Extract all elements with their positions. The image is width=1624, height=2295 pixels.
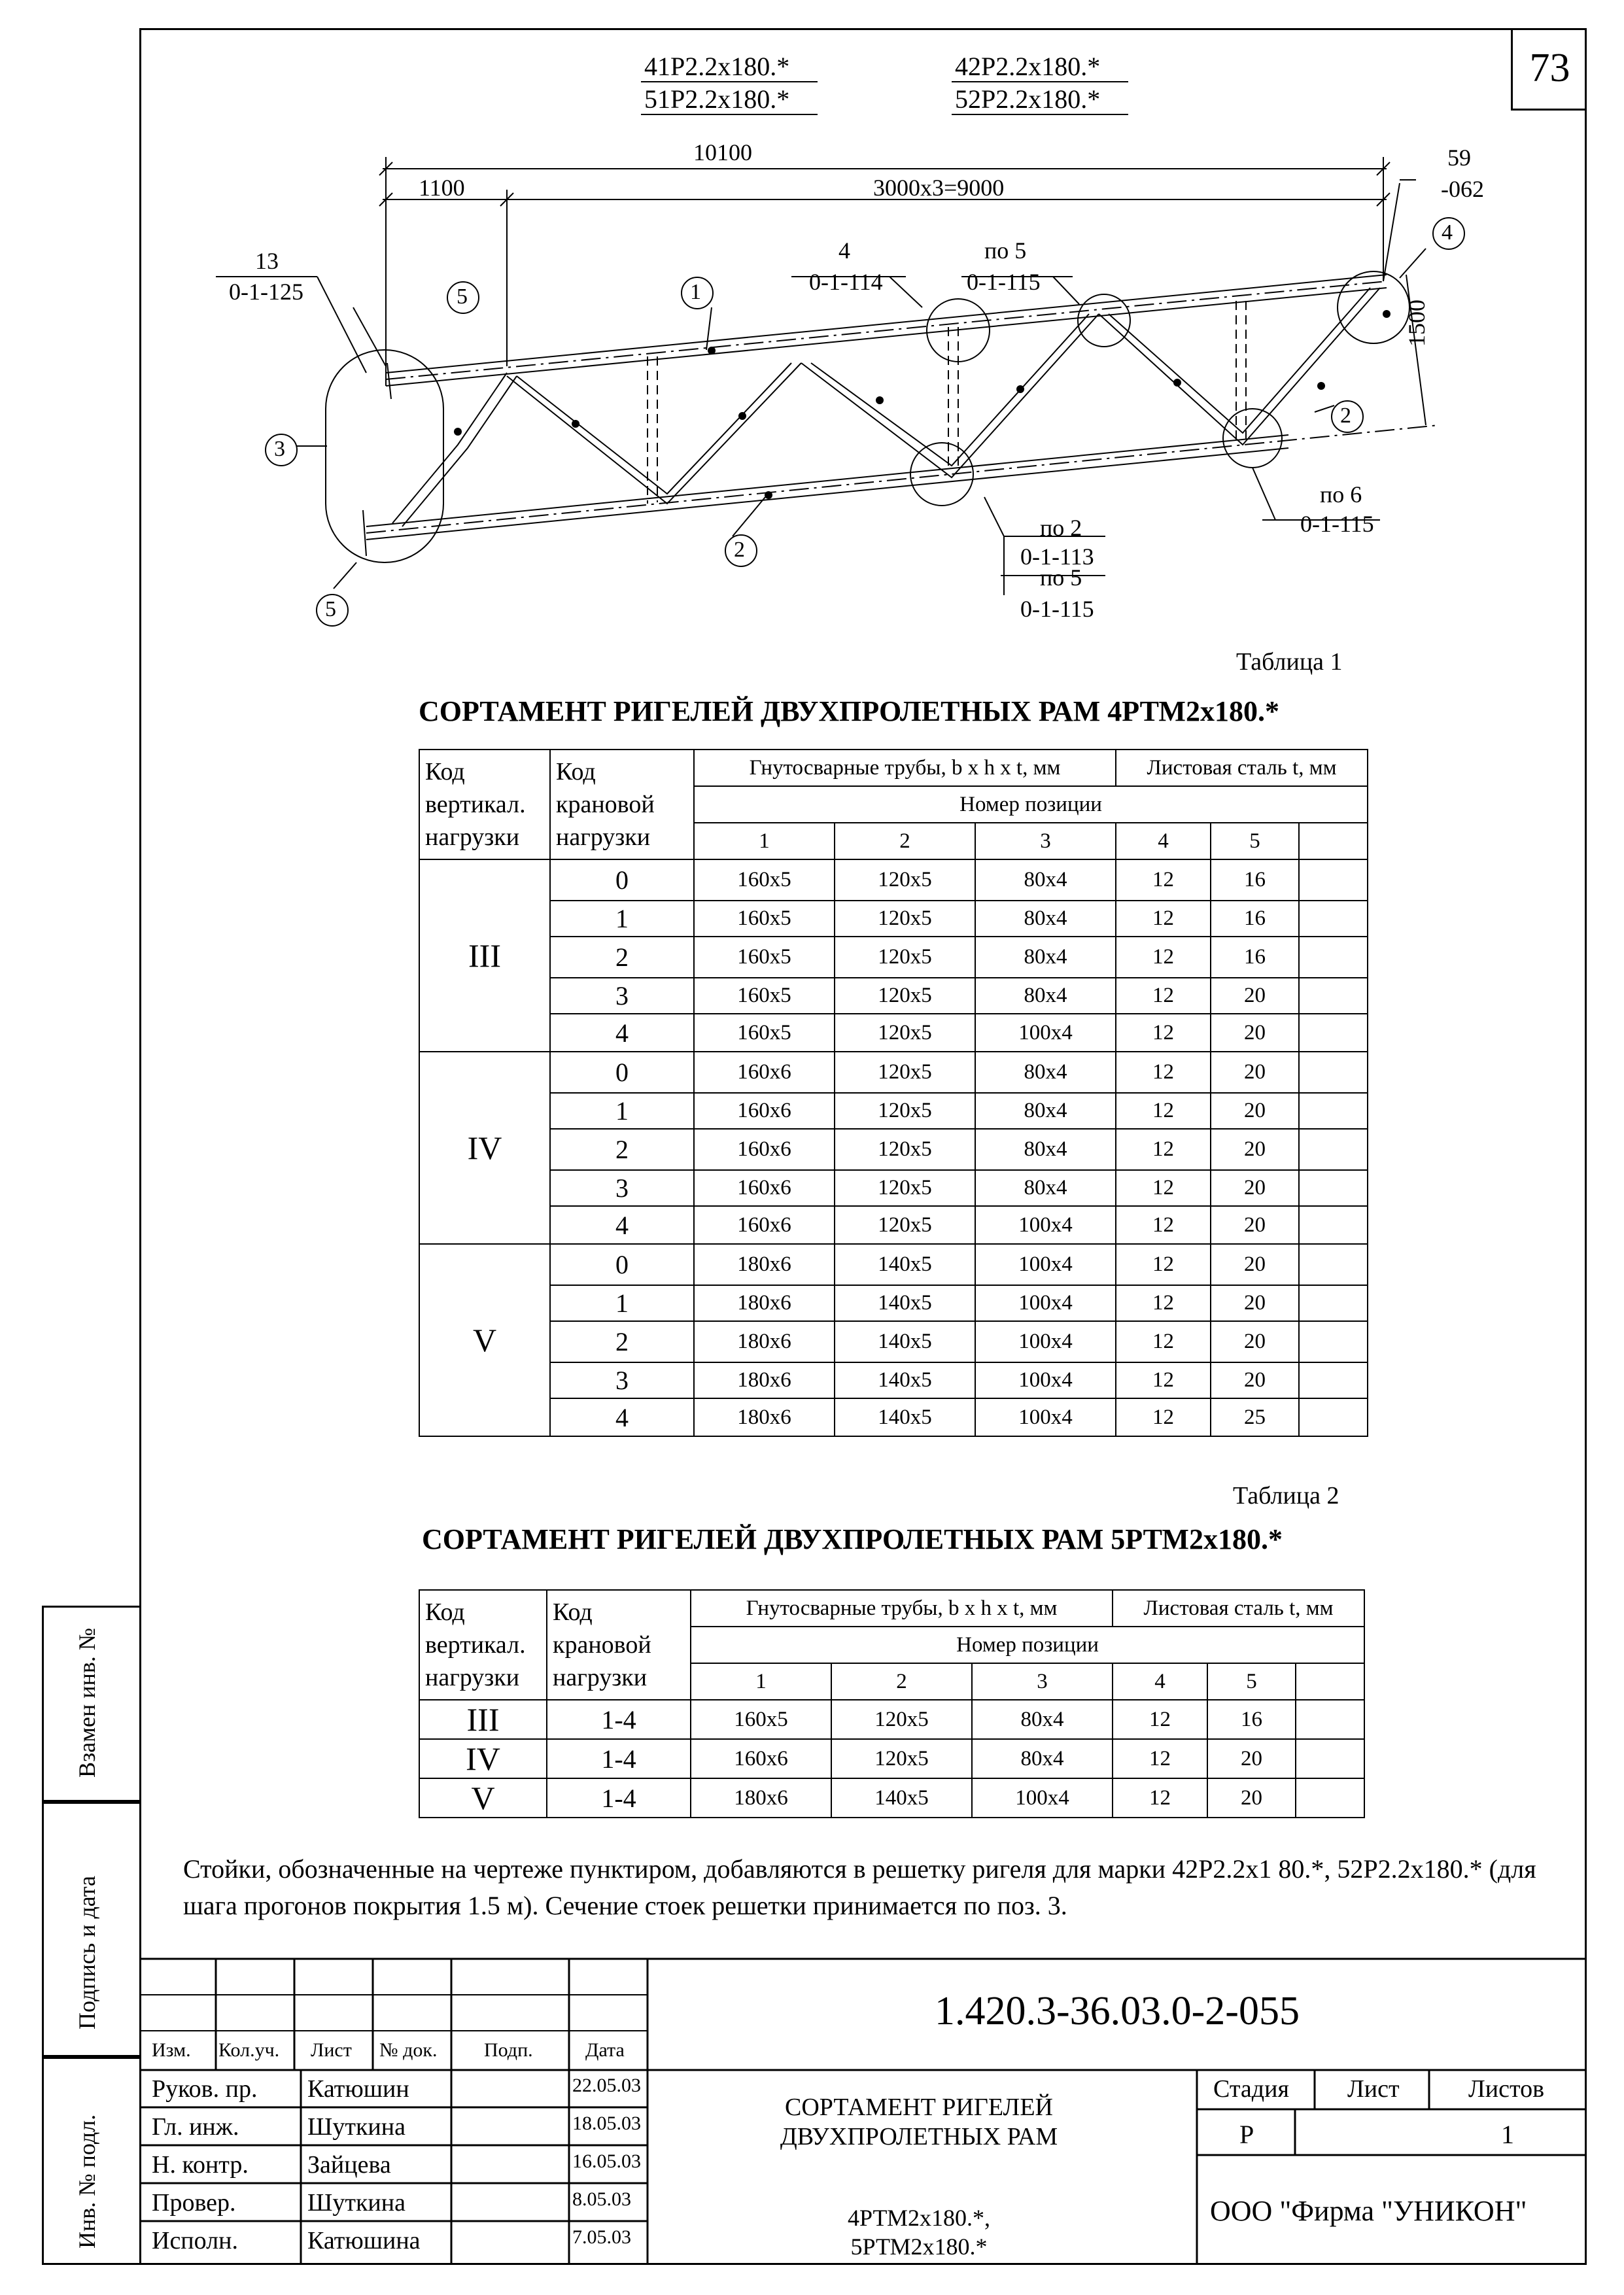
table1-cell: 12 [1116, 1129, 1211, 1170]
dim-right-bottom: -062 [1441, 176, 1484, 202]
table2-cell: 20 [1207, 1778, 1296, 1818]
side-label-swap: Взамен инв. № [74, 1627, 100, 1778]
table2-cell: 80х4 [972, 1700, 1113, 1739]
company-name: ООО "Фирма "УНИКОН" [1210, 2195, 1527, 2227]
table2-cell: 120х5 [831, 1739, 972, 1778]
table2-header-steel: Листовая сталь t, мм [1113, 1590, 1364, 1627]
stamp-header-date: Дата [585, 2039, 625, 2061]
stamp-role: Руков. пр. [152, 2075, 258, 2103]
table1-vert-code: III [419, 859, 550, 1052]
table1-cell: 100х4 [975, 1285, 1116, 1321]
table1-crane-code: 4 [550, 1014, 694, 1052]
table1-cell: 80х4 [975, 937, 1116, 978]
sheets-label: Листов [1468, 2075, 1545, 2103]
table1-cell: 120х5 [835, 1014, 975, 1052]
mark-42: 42Р2.2х180.* [955, 52, 1101, 81]
table1-cell: 160х6 [694, 1093, 835, 1129]
table1-col-4: 4 [1116, 823, 1211, 859]
table1-cell: 180х6 [694, 1362, 835, 1398]
table1-cell: 12 [1116, 1014, 1211, 1052]
table1-cell: 120х5 [835, 859, 975, 901]
table1-cell: 12 [1116, 937, 1211, 978]
table2-cell: 12 [1113, 1778, 1207, 1818]
table1-cell: 80х4 [975, 1093, 1116, 1129]
table1-cell: 100х4 [975, 1206, 1116, 1244]
callout-13-ref: 0-1-125 [229, 279, 303, 305]
stamp-person: Шуткина [307, 2113, 406, 2141]
table1-crane-code: 1 [550, 1093, 694, 1129]
table1-cell: 120х5 [835, 978, 975, 1014]
table2-cell: 16 [1207, 1700, 1296, 1739]
table1-cell: 80х4 [975, 859, 1116, 901]
table1-header-pos: Номер позиции [694, 786, 1368, 823]
stamp-header-kol: Кол.уч. [218, 2039, 280, 2061]
table2-cell: 80х4 [972, 1739, 1113, 1778]
stamp-person: Катюшина [307, 2227, 421, 2254]
table1-vert-code: IV [419, 1052, 550, 1244]
callout-po5-ref: 0-1-115 [967, 269, 1041, 295]
table1-crane-code: 1 [550, 1285, 694, 1321]
table1-cell: 16 [1211, 859, 1299, 901]
callout-13: 13 [255, 248, 279, 274]
table1-crane-code: 2 [550, 1321, 694, 1362]
table1-cell: 80х4 [975, 1129, 1116, 1170]
table1-col-3: 3 [975, 823, 1116, 859]
pos-1-label: 1 [690, 280, 701, 304]
stamp-date: 18.05.03 [572, 2113, 641, 2134]
table1-crane-code: 0 [550, 859, 694, 901]
table1-cell: 12 [1116, 1321, 1211, 1362]
table1-cell: 120х5 [835, 1170, 975, 1206]
table1-col-5: 5 [1211, 823, 1299, 859]
table2-cell: 12 [1113, 1739, 1207, 1778]
table1-cell: 160х6 [694, 1129, 835, 1170]
table1-cell: 140х5 [835, 1362, 975, 1398]
stamp-marks-1: 4РТМ2х180.*, [848, 2205, 990, 2231]
stage-value: Р [1239, 2120, 1254, 2149]
stamp-role: Провер. [152, 2189, 236, 2217]
table1-cell: 140х5 [835, 1321, 975, 1362]
table1-header-pipes: Гнутосварные трубы, b х h х t, мм [694, 750, 1116, 786]
table1-cell: 20 [1211, 1321, 1299, 1362]
table1-cell: 20 [1211, 1206, 1299, 1244]
pos-4-label: 4 [1442, 220, 1453, 245]
table2-cell: 120х5 [831, 1700, 972, 1739]
table1-cell: 20 [1211, 1244, 1299, 1285]
table1-cell: 180х6 [694, 1398, 835, 1436]
table1-cell: 160х6 [694, 1206, 835, 1244]
table2-crane-code: 1-4 [547, 1739, 691, 1778]
table1-cell: 160х6 [694, 1170, 835, 1206]
table2-header-vert: Код вертикал. нагрузки [419, 1590, 547, 1700]
table1-cell: 20 [1211, 1285, 1299, 1321]
mark-51: 51Р2.2х180.* [644, 84, 790, 114]
mark-41: 41Р2.2х180.* [644, 52, 790, 81]
table1-cell: 80х4 [975, 1052, 1116, 1093]
table1-cell: 160х5 [694, 937, 835, 978]
table1-crane-code: 3 [550, 978, 694, 1014]
table1-crane-code: 4 [550, 1398, 694, 1436]
table2-cell: 180х6 [691, 1778, 831, 1818]
table1-crane-code: 2 [550, 937, 694, 978]
callout-po5: по 5 [984, 237, 1027, 264]
table1-cell: 100х4 [975, 1362, 1116, 1398]
dim-total: 10100 [693, 139, 752, 165]
table2-header-crane: Код крановой нагрузки [547, 1590, 691, 1700]
stamp-role: Н. контр. [152, 2151, 249, 2179]
table1-cell: 12 [1116, 1398, 1211, 1436]
table1-title: СОРТАМЕНТ РИГЕЛЕЙ ДВУХПРОЛЕТНЫХ РАМ 4РТМ2х180.* [419, 695, 1279, 727]
table1-cell: 160х5 [694, 901, 835, 937]
pos-5-bottom-label: 5 [325, 597, 336, 621]
table1-cell: 12 [1116, 1093, 1211, 1129]
table1-cell: 140х5 [835, 1244, 975, 1285]
table2-cell: 20 [1207, 1739, 1296, 1778]
table1-crane-code: 4 [550, 1206, 694, 1244]
table1-cell: 100х4 [975, 1398, 1116, 1436]
sheet-label: Лист [1347, 2075, 1400, 2103]
callout-4: 4 [838, 237, 850, 264]
dim-left: 1100 [419, 175, 465, 201]
stamp-role: Гл. инж. [152, 2113, 239, 2141]
doc-code: 1.420.3-36.03.0-2-055 [935, 1989, 1300, 2033]
table1-cell: 12 [1116, 859, 1211, 901]
table1-cell: 12 [1116, 1206, 1211, 1244]
table1-cell: 120х5 [835, 1206, 975, 1244]
table2-col-5: 5 [1207, 1663, 1296, 1700]
stamp-date: 8.05.03 [572, 2188, 631, 2210]
callout-po6: по 6 [1320, 481, 1362, 508]
callout-po5b: по 5 [1040, 564, 1082, 591]
table1-cell: 12 [1116, 1244, 1211, 1285]
table1-cell: 180х6 [694, 1321, 835, 1362]
table1-cell: 80х4 [975, 901, 1116, 937]
table2-col-3: 3 [972, 1663, 1113, 1700]
dim-span: 3000х3=9000 [873, 175, 1005, 201]
callout-po2-ref: 0-1-113 [1020, 544, 1094, 570]
table1-cell: 20 [1211, 1362, 1299, 1398]
dim-height: 1500 [1404, 300, 1430, 347]
table1-header-crane: Код крановой нагрузки [550, 750, 694, 859]
side-label-inv: Инв. № подл. [74, 2114, 100, 2249]
table1-cell: 140х5 [835, 1398, 975, 1436]
table1-cell: 180х6 [694, 1244, 835, 1285]
table2-col-1: 1 [691, 1663, 831, 1700]
callout-4-ref: 0-1-114 [809, 269, 883, 295]
table2-header-pos: Номер позиции [691, 1627, 1364, 1663]
table1-header-vert: Код вертикал. нагрузки [419, 750, 550, 859]
callout-po2: по 2 [1040, 515, 1082, 541]
table2-vert-code: IV [419, 1739, 547, 1778]
table1-cell: 120х5 [835, 1093, 975, 1129]
table1-crane-code: 0 [550, 1244, 694, 1285]
stamp-title-2: ДВУХПРОЛЕТНЫХ РАМ [780, 2123, 1058, 2150]
table1-cell: 12 [1116, 1170, 1211, 1206]
table2-vert-code: V [419, 1778, 547, 1818]
table2-crane-code: 1-4 [547, 1778, 691, 1818]
stamp-role: Исполн. [152, 2227, 238, 2254]
table1-cell: 20 [1211, 1052, 1299, 1093]
table1-cell: 140х5 [835, 1285, 975, 1321]
table1-col-1: 1 [694, 823, 835, 859]
stamp-date: 16.05.03 [572, 2150, 641, 2172]
table1-cell: 120х5 [835, 1052, 975, 1093]
table1-cell: 80х4 [975, 1170, 1116, 1206]
table1-cell: 20 [1211, 1093, 1299, 1129]
table2-cell: 12 [1113, 1700, 1207, 1739]
callout-po6-ref: 0-1-115 [1300, 511, 1374, 537]
table2-cell: 160х5 [691, 1700, 831, 1739]
stamp-person: Шуткина [307, 2189, 406, 2217]
stamp-title-1: СОРТАМЕНТ РИГЕЛЕЙ [785, 2094, 1053, 2121]
stamp-header-list: Лист [311, 2039, 352, 2061]
stamp-header-doc: № док. [379, 2039, 438, 2061]
table2-col-2: 2 [831, 1663, 972, 1700]
table1-cell: 12 [1116, 1285, 1211, 1321]
mark-52: 52Р2.2х180.* [955, 84, 1101, 114]
table1-cell: 120х5 [835, 1129, 975, 1170]
table1-cell: 12 [1116, 978, 1211, 1014]
sheets-value: 1 [1501, 2120, 1514, 2149]
table1-cell: 180х6 [694, 1285, 835, 1321]
table2-vert-code: III [419, 1700, 547, 1739]
table1-cell: 160х5 [694, 1014, 835, 1052]
table2-cell: 160х6 [691, 1739, 831, 1778]
stamp-date: 22.05.03 [572, 2075, 641, 2096]
table2-cell: 100х4 [972, 1778, 1113, 1818]
table1-crane-code: 2 [550, 1129, 694, 1170]
table1-crane-code: 1 [550, 901, 694, 937]
table1-crane-code: 3 [550, 1170, 694, 1206]
table1-cell: 16 [1211, 937, 1299, 978]
table1-cell: 100х4 [975, 1321, 1116, 1362]
table1-header-steel: Листовая сталь t, мм [1116, 750, 1368, 786]
pos-3-label: 3 [274, 437, 285, 461]
page-number: 73 [1511, 28, 1587, 111]
stamp-date: 7.05.03 [572, 2226, 631, 2248]
table2-crane-code: 1-4 [547, 1700, 691, 1739]
table1-cell: 12 [1116, 1362, 1211, 1398]
note-text: Стойки, обозначенные на чертеже пунктиром, добавляются в решетку ригеля для марки 42Р2.2х1 80.*, 52Р2.2х180.* (для шага прогонов покрытия 1.5 м). Сечение стоек решетки принимается по поз. 3. [183, 1854, 1536, 1920]
table1-cell: 100х4 [975, 1244, 1116, 1285]
table1-cell: 20 [1211, 1170, 1299, 1206]
table1-cell: 20 [1211, 1014, 1299, 1052]
table2-caption: Таблица 2 [1233, 1482, 1339, 1510]
table2-header-pipes: Гнутосварные трубы, b х h х t, мм [691, 1590, 1113, 1627]
table2-title: СОРТАМЕНТ РИГЕЛЕЙ ДВУХПРОЛЕТНЫХ РАМ 5РТМ2х180.* [422, 1523, 1283, 1555]
table1-cell: 12 [1116, 1052, 1211, 1093]
table1-cell: 160х5 [694, 859, 835, 901]
table1-crane-code: 0 [550, 1052, 694, 1093]
table1-cell: 160х6 [694, 1052, 835, 1093]
dim-right-top: 59 [1447, 145, 1471, 171]
stamp-header-sign: Подп. [484, 2039, 533, 2061]
table1-caption: Таблица 1 [1236, 648, 1343, 676]
table1-cell: 20 [1211, 1129, 1299, 1170]
stamp-person: Катюшин [307, 2075, 409, 2103]
callout-po5b-ref: 0-1-115 [1020, 596, 1094, 622]
table1-col-2: 2 [835, 823, 975, 859]
pos-5-top-label: 5 [457, 285, 468, 309]
table1-cell: 20 [1211, 978, 1299, 1014]
table1-crane-code: 3 [550, 1362, 694, 1398]
table1-cell: 120х5 [835, 901, 975, 937]
stamp-person: Зайцева [307, 2151, 391, 2179]
table1-cell: 100х4 [975, 1014, 1116, 1052]
stage-label: Стадия [1213, 2075, 1289, 2103]
pos-2-right-label: 2 [1340, 404, 1351, 428]
table1-cell: 120х5 [835, 937, 975, 978]
table2-col-4: 4 [1113, 1663, 1207, 1700]
table1-cell: 160х5 [694, 978, 835, 1014]
table1-vert-code: V [419, 1244, 550, 1436]
table1-cell: 25 [1211, 1398, 1299, 1436]
table1-cell: 80х4 [975, 978, 1116, 1014]
stamp-marks-2: 5РТМ2х180.* [850, 2234, 988, 2260]
table1-cell: 16 [1211, 901, 1299, 937]
stamp-header-izm: Изм. [152, 2039, 191, 2061]
pos-2-bottom-label: 2 [734, 538, 745, 562]
table2-cell: 140х5 [831, 1778, 972, 1818]
table1-cell: 12 [1116, 901, 1211, 937]
side-label-sign: Подпись и дата [74, 1876, 100, 2029]
